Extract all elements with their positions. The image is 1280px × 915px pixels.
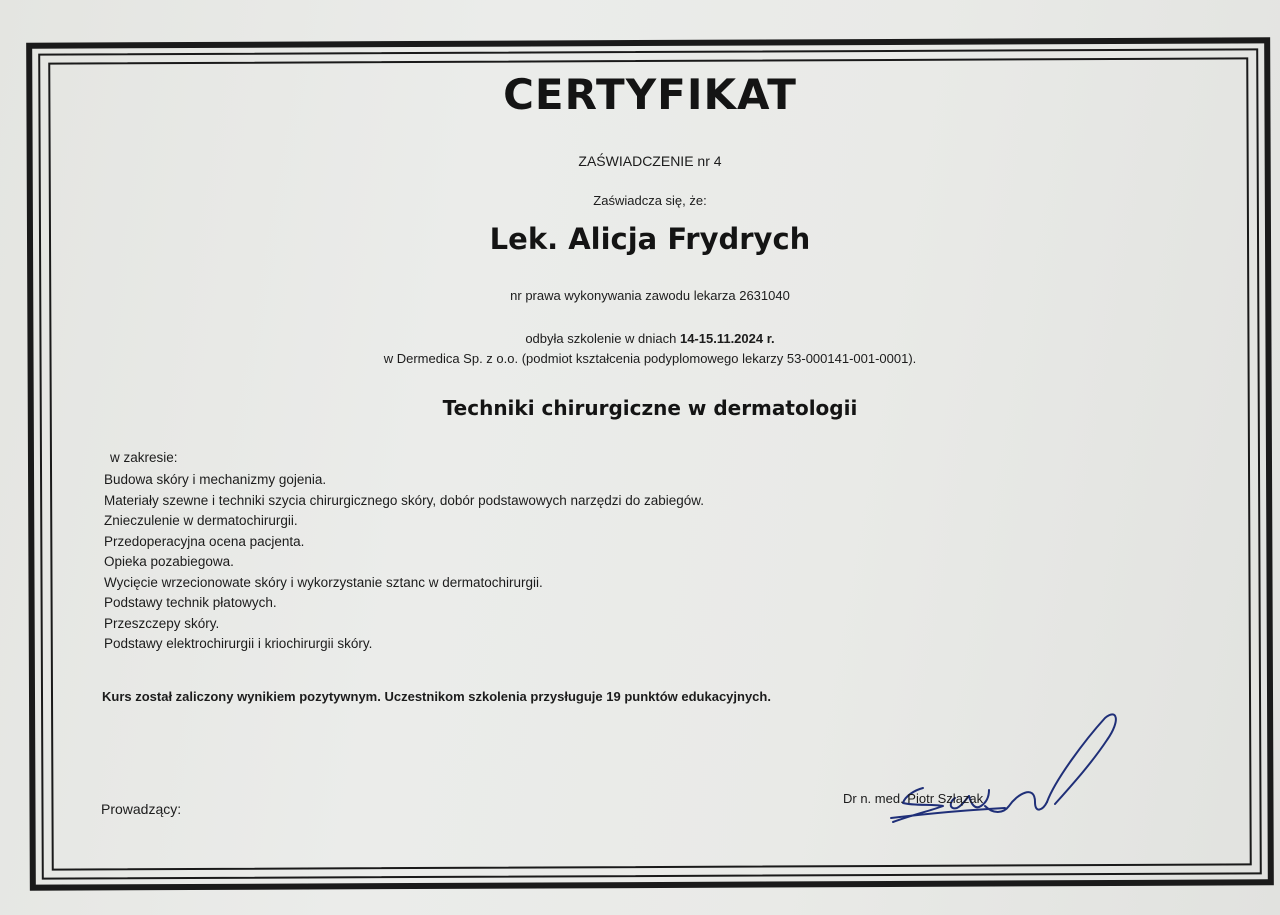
topic-item: Podstawy technik płatowych. [104,595,277,610]
training-dates-line [40,331,1260,346]
result-statement: Kurs został zaliczony wynikiem pozytywnym. Uczestnikom szkolenia przysługuje 19 punktów edukacyjnych. [102,689,771,704]
certificate-title: CERTYFIKAT [503,70,797,119]
recipient-name: Lek. Alicja Frydrych [489,222,811,256]
certificate-number: ZAŚWIADCZENIE nr 4 [578,153,722,169]
scope-heading: w zakresie: [110,450,178,465]
topic-item: Przedoperacyjna ocena pacjenta. [104,533,305,549]
topics-list [104,470,704,655]
topic-item: Wycięcie wrzecionowate skóry i wykorzystanie sztanc w dermatochirurgii. [104,574,543,590]
handwritten-signature [885,710,1125,835]
training-dates: 14-15.11.2024 r. [679,331,775,346]
topic-item: Budowa skóry i mechanizmy gojenia. [104,472,327,487]
organizer-line: w Dermedica Sp. z o.o. (podmiot kształcenia podyplomowego lekarzy 53-000141-001-0001). [383,351,917,366]
topic-item: Przeszczepy skóry. [104,615,220,631]
certificate-content [40,40,1260,880]
topic-item: Podstawy elektrochirurgii i kriochirurgii skóry. [104,636,373,651]
training-dates-prefix: odbyła szkolenie w dniach [525,331,680,346]
topic-item: Materiały szewne i techniki szycia chirurgicznego skóry, dobór podstawowych narzędzi do zabiegów. [104,492,705,508]
topic-item: Opieka pozabiegowa. [104,554,234,569]
course-title: Techniki chirurgiczne w dermatologii [442,396,858,420]
lecturer-label: Prowadzący: [101,801,182,817]
license-number-line: nr prawa wykonywania zawodu lekarza 2631040 [510,288,790,303]
signer-name: Dr n. med. Piotr Szlązak [843,791,984,806]
attestation-line: Zaświadcza się, że: [593,193,707,208]
topic-item: Znieczulenie w dermatochirurgii. [104,513,298,528]
